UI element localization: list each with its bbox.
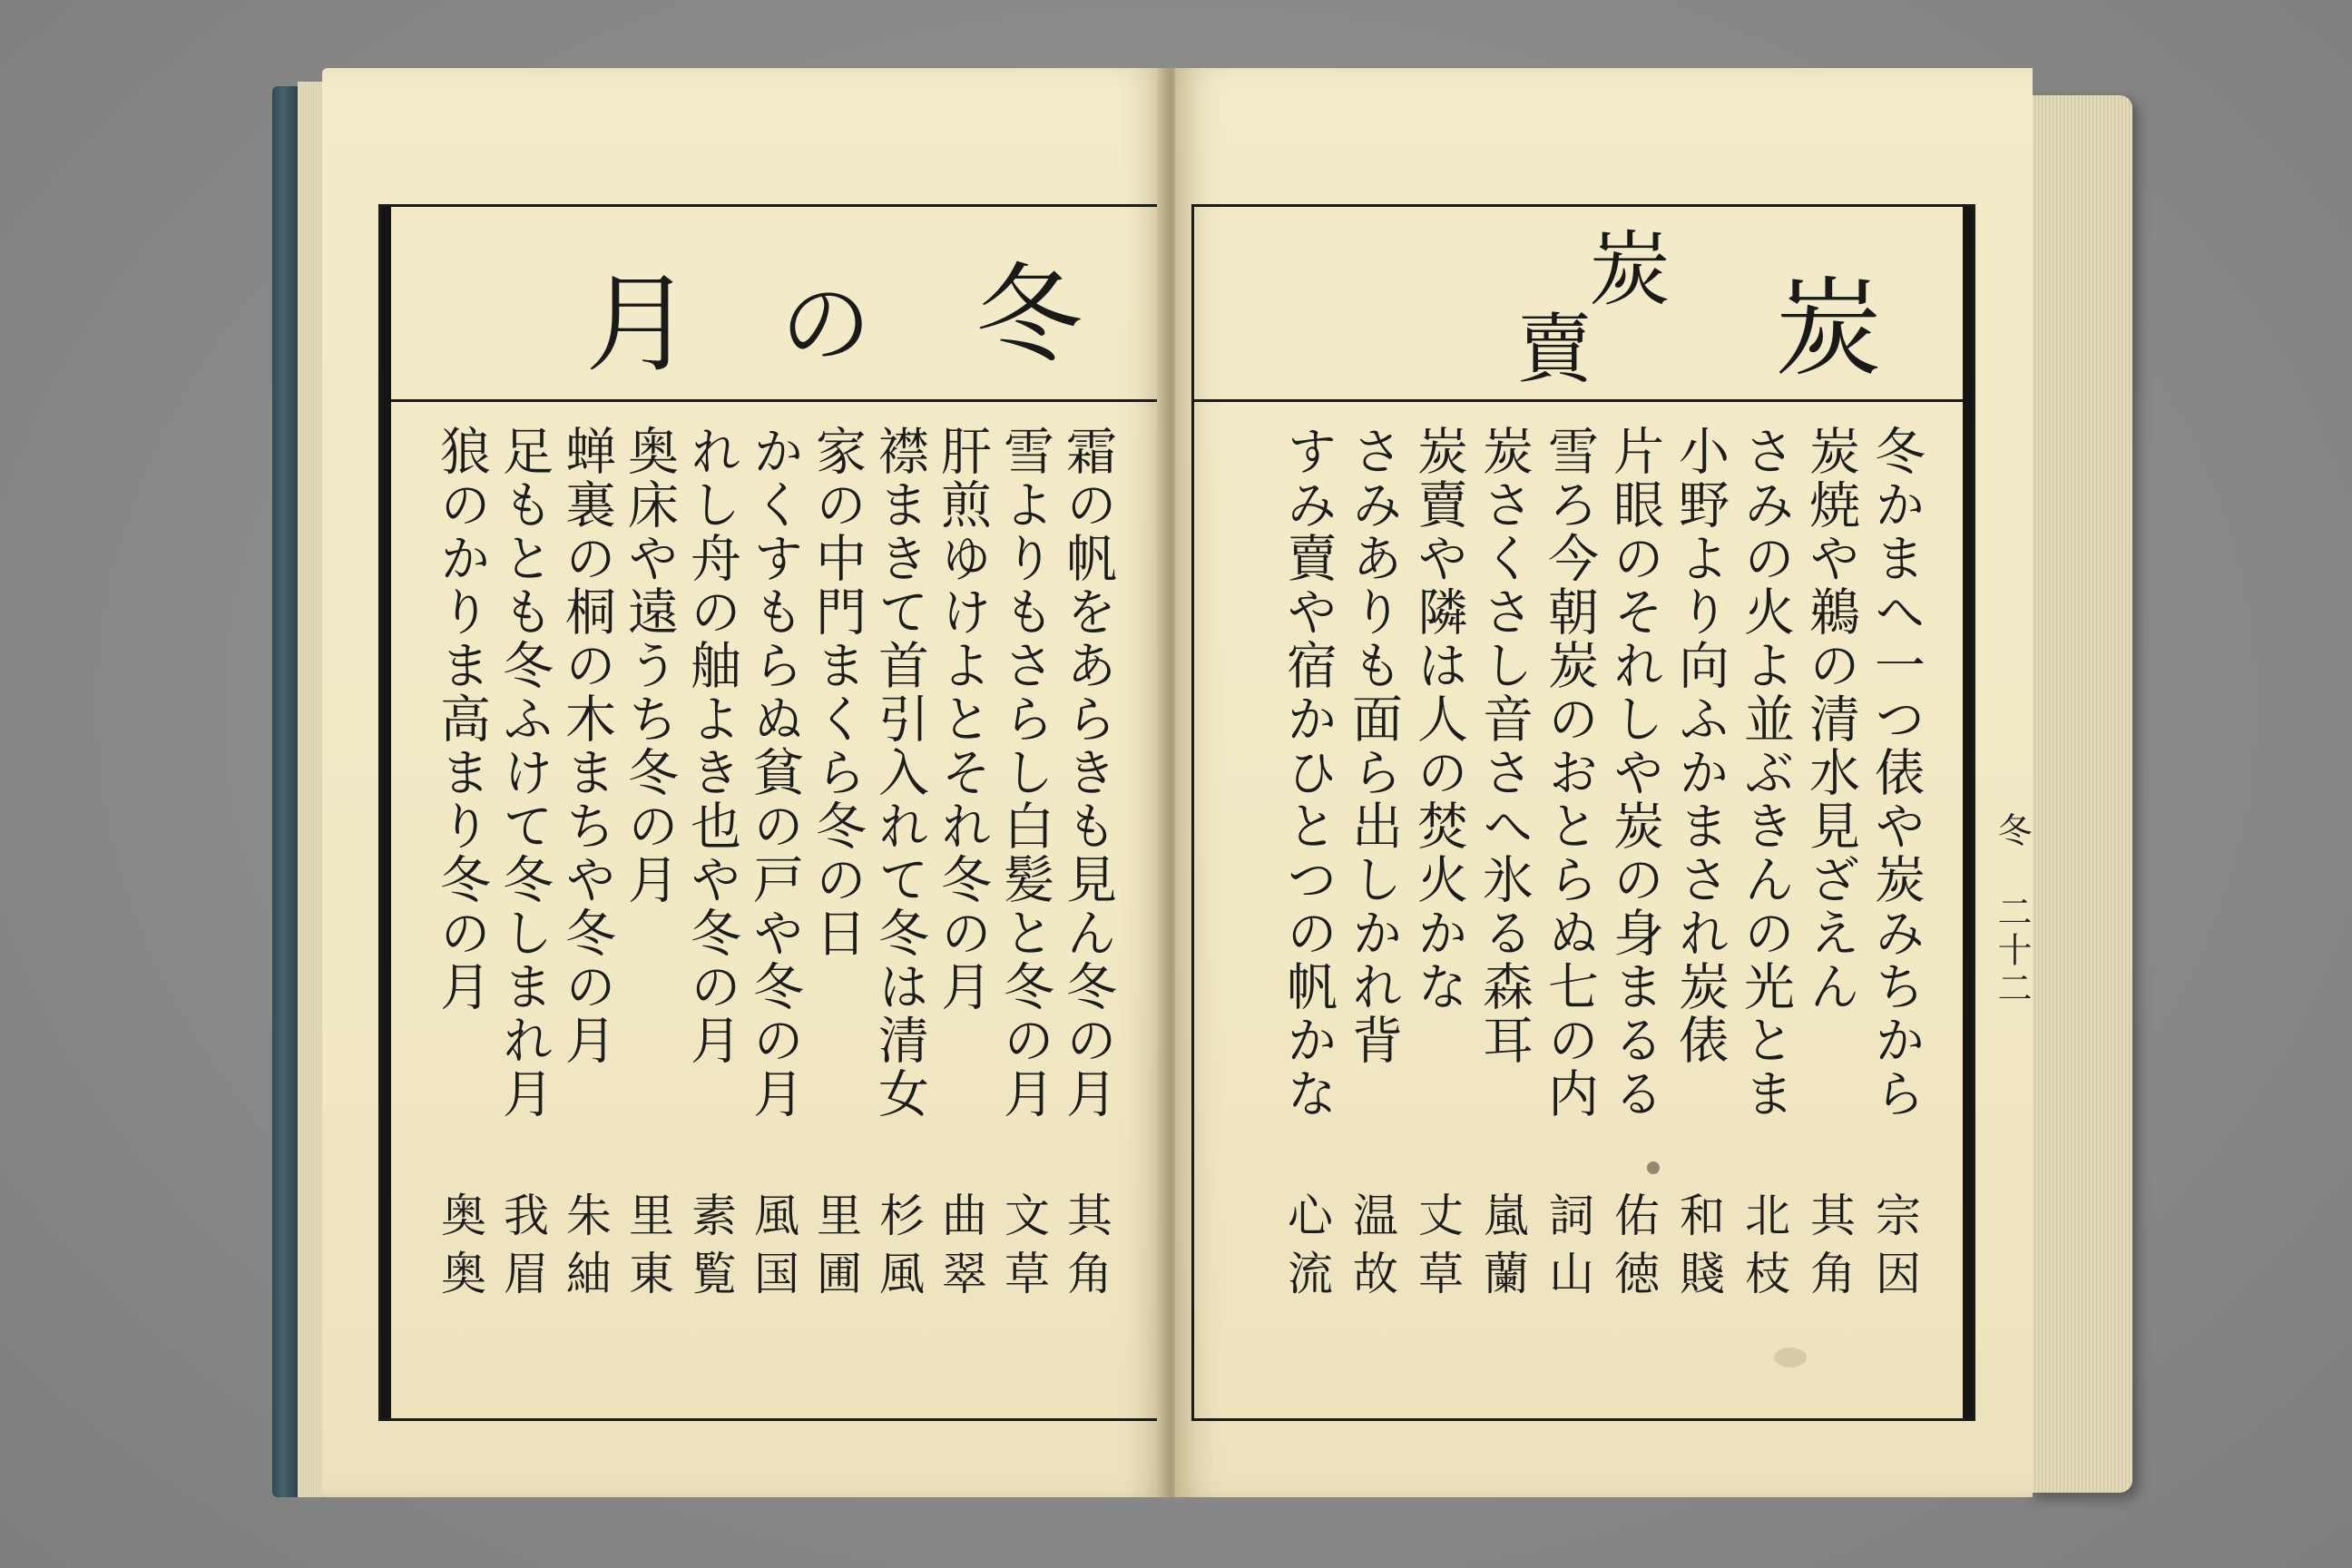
right-page-frame — [1191, 204, 1975, 1421]
poet-name: 素覧 — [684, 1191, 737, 1308]
poet-name: 和賤 — [1672, 1191, 1725, 1308]
poet-name: 佑徳 — [1607, 1191, 1660, 1308]
poet-name: 風国 — [747, 1191, 799, 1308]
poem-line: 足もとも冬ふけて冬しまれ月 — [495, 425, 554, 1121]
left-title-char-3: 月 — [585, 261, 693, 387]
poem-line: 肝煎ゆけよとそれ冬の月 — [933, 425, 992, 1014]
poet-name: 詞山 — [1542, 1191, 1594, 1308]
poem-line: さみありも面ら出しかれ背 — [1344, 425, 1403, 1067]
left-page — [322, 68, 1166, 1497]
poet-name: 嵐蘭 — [1476, 1191, 1529, 1308]
right-title-char-3: 賣 — [1516, 305, 1593, 394]
book-cover-edge — [272, 86, 299, 1497]
poet-name: 丈草 — [1411, 1191, 1464, 1308]
left-title-char-2: の — [780, 271, 871, 377]
left-page-edges — [298, 82, 325, 1497]
poet-name: 文草 — [997, 1191, 1050, 1308]
poet-name: 曲翠 — [935, 1191, 987, 1308]
right-page-edges — [2028, 95, 2132, 1493]
poet-name: 朱紬 — [559, 1191, 612, 1308]
paper-stain — [1774, 1348, 1807, 1367]
poem-line: 炭さくさし音さへ氷る森耳 — [1475, 425, 1534, 1067]
poem-line: 襟まきて首引入れて冬は清女 — [870, 425, 929, 1121]
poem-line: 炭焼や鵜の清水見ざえん — [1801, 425, 1860, 1014]
poem-line: 雪よりもさらし白髪と冬の月 — [995, 425, 1054, 1121]
poet-name: 其角 — [1803, 1191, 1856, 1308]
poet-name: 宗因 — [1868, 1191, 1921, 1308]
poem-line: 小野より向ふかまされ炭俵 — [1671, 425, 1730, 1067]
folio-page-number: 冬 二十二 — [1992, 812, 2032, 1008]
poem-line: 炭賣や隣は人の焚火かな — [1409, 425, 1468, 1014]
poem-line: 霜の帆をあらきも見ん冬の月 — [1058, 425, 1117, 1121]
poet-name: 心流 — [1280, 1191, 1333, 1308]
poem-line: さみの火よ並ぶきんの光とま — [1736, 425, 1795, 1121]
poem-line: 家の中門まくら冬の日 — [808, 425, 867, 960]
poet-name: 奥奥 — [434, 1191, 486, 1308]
poem-line: 蝉裏の桐の木まちや冬の月 — [557, 425, 616, 1067]
open-book — [272, 68, 2132, 1497]
poet-name: 其角 — [1060, 1191, 1112, 1308]
poem-line: 冬かまへ一つ俵や炭みちから — [1867, 425, 1926, 1121]
right-frame-thick-border — [1963, 207, 1973, 1418]
poem-line: れし舟の舳よき也や冬の月 — [682, 425, 741, 1067]
poem-line: 雪ろ今朝炭のおとらぬ七の内 — [1540, 425, 1599, 1121]
poem-line: 片眼のそれしや炭の身まるる — [1605, 425, 1664, 1121]
right-title-char-2: 炭 — [1589, 222, 1671, 318]
poem-line: 狼のかりま高まり冬の月 — [432, 425, 491, 1014]
poem-line: かくすもらぬ貧の戸や冬の月 — [745, 425, 804, 1121]
poem-line: すみ賣や宿かひとつの帆かな — [1279, 425, 1338, 1121]
left-page-frame — [378, 204, 1162, 1421]
poet-name: 里圃 — [809, 1191, 862, 1308]
left-frame-thick-border — [381, 207, 391, 1418]
poet-name: 里東 — [622, 1191, 674, 1308]
poet-name: 温故 — [1346, 1191, 1398, 1308]
poet-name: 北枝 — [1738, 1191, 1790, 1308]
right-page — [1175, 68, 2033, 1497]
poet-name: 杉風 — [872, 1191, 925, 1308]
poem-line: 奥床や遠うち冬の月 — [620, 425, 679, 906]
paper-stain — [1647, 1161, 1660, 1174]
poet-name: 我眉 — [496, 1191, 549, 1308]
right-title-char-1: 炭 — [1775, 266, 1883, 391]
left-title-char-1: 冬 — [975, 252, 1083, 377]
